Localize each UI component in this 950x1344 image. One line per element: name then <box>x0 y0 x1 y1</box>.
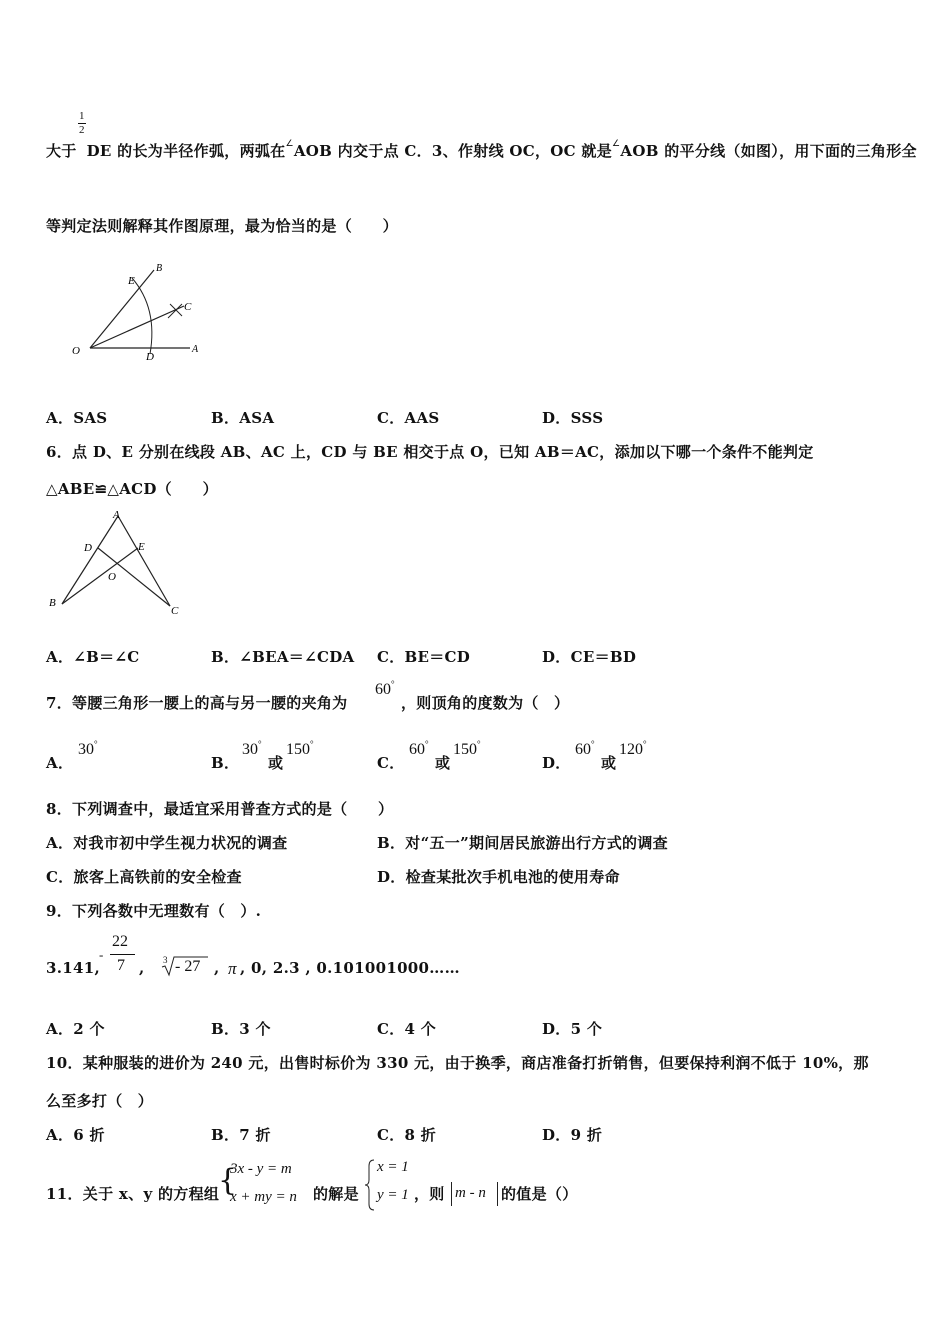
q7-option-a-deg: ° <box>94 739 98 749</box>
q7-option-b-number1: 30 <box>242 741 258 758</box>
q8-option-c: C．旅客上高铁前的安全检查 <box>46 868 242 886</box>
q11-system-brace: { <box>218 1163 238 1198</box>
fig1-label-a: A <box>192 344 199 355</box>
q7-option-b-or: 或 <box>268 754 284 772</box>
q7-option-d-deg2: ° <box>643 739 647 749</box>
prev-option-c: C．AAS <box>377 409 440 427</box>
fig2-label-d: D <box>84 542 92 554</box>
q7-option-d-or: 或 <box>601 754 617 772</box>
angle-symbol-1: ∠ <box>285 138 294 148</box>
prev-line2: 等判定法则解释其作图原理，最为恰当的是（ ） <box>46 217 398 235</box>
side-ab <box>62 516 118 604</box>
q7-angle-number: 60 <box>375 681 391 698</box>
prev-option-d: D．SSS <box>542 409 604 427</box>
segment-be <box>62 548 138 604</box>
q9-option-c: C．4 个 <box>377 1020 437 1038</box>
ray-oc <box>90 306 184 348</box>
prev-line1-a: 大于 <box>46 142 77 160</box>
fig2-label-c: C <box>171 605 179 617</box>
arc-de <box>132 278 152 354</box>
triangle-figure <box>46 508 186 620</box>
q7-option-b-deg2: ° <box>310 739 314 749</box>
q7-option-c-value2 <box>453 741 481 759</box>
q7-option-c-label: C． <box>377 754 405 772</box>
q7-option-d-deg1: ° <box>591 739 595 749</box>
angle-symbol-2: ∠ <box>612 138 621 148</box>
prev-option-a: A．SAS <box>46 409 108 427</box>
q7-option-b-number2: 150 <box>286 741 310 758</box>
q6-option-a: A．∠B＝∠C <box>46 648 140 666</box>
q10-option-b: B．7 折 <box>211 1126 271 1144</box>
half-numerator: 1 <box>79 110 85 122</box>
q9-rest: , 0, 2.3 , 0.101001000…… <box>240 959 460 977</box>
fig2-label-e: E <box>138 541 145 553</box>
prev-line1-b: DE 的长为半径作弧，两弧在 <box>86 142 286 160</box>
q11-equation-1: 3x - y = m <box>230 1161 292 1177</box>
q11-stem-a: 11．关于 x、y 的方程组 <box>46 1185 220 1203</box>
q8-stem: 8．下列调查中，最适宜采用普查方式的是（ ） <box>46 800 394 818</box>
q10-stem-line2: 么至多打（ ） <box>46 1092 154 1110</box>
q9-option-d: D．5 个 <box>542 1020 603 1038</box>
fig1-label-b: B <box>156 263 163 274</box>
q9-frac-denominator: 7 <box>117 957 125 974</box>
q7-option-c-value1 <box>409 741 429 759</box>
q9-minus: - <box>99 947 104 962</box>
q9-frac-bar <box>110 954 135 955</box>
q7-option-c-or: 或 <box>435 754 451 772</box>
q11-solution-2: y = 1 <box>377 1187 409 1203</box>
q9-root-index: 3 <box>163 955 168 965</box>
q10-option-a: A．6 折 <box>46 1126 105 1144</box>
q7-angle-value <box>375 681 395 699</box>
q9-number-1: 3.141, <box>46 959 100 977</box>
arc-mark-2 <box>168 304 182 318</box>
fig2-label-o: O <box>108 571 116 583</box>
fig2-label-a: A <box>113 509 120 521</box>
ray-ob <box>90 270 154 348</box>
q7-option-b-value1 <box>242 741 262 759</box>
prev-line1-d: AOB 的平分线（如图），用下面的三角形全 <box>620 142 917 160</box>
q6-stem-line1: 6．点 D、E 分别在线段 AB、AC 上，CD 与 BE 相交于点 O，已知 AB＝AC，添加以下哪一个条件不能判定 <box>46 443 814 461</box>
q11-solution-brace <box>364 1158 376 1212</box>
q7-option-c-number2: 150 <box>453 741 477 758</box>
q6-stem-line2: △ABE≌△ACD（ ） <box>46 480 218 498</box>
q10-option-d: D．9 折 <box>542 1126 603 1144</box>
q11-abs-right-bar <box>497 1182 498 1206</box>
q7-option-b-label: B． <box>211 754 240 772</box>
q6-option-c: C．BE＝CD <box>377 648 471 666</box>
q11-equation-2: x + my = n <box>230 1189 297 1205</box>
q6-option-d: D．CE＝BD <box>542 648 637 666</box>
prev-line1 <box>46 140 917 161</box>
q9-root-body: - 27 <box>175 958 201 975</box>
q7-stem-b: ，则顶角的度数为（ ） <box>401 694 570 712</box>
q9-option-b: B．3 个 <box>211 1020 271 1038</box>
fig2-label-b: B <box>49 597 56 609</box>
q7-option-a-label: A． <box>46 754 74 772</box>
q7-option-c-deg1: ° <box>425 739 429 749</box>
q7-option-d-value2 <box>619 741 647 759</box>
q7-option-d-number2: 120 <box>619 741 643 758</box>
q9-comma-2: , <box>214 959 220 977</box>
q9-option-a: A．2 个 <box>46 1020 105 1038</box>
q11-stem-b: 的解是 <box>313 1185 359 1203</box>
q8-option-d: D．检查某批次手机电池的使用寿命 <box>377 868 620 886</box>
q9-comma-1: , <box>139 959 145 977</box>
fig1-label-o: O <box>72 345 80 357</box>
q7-option-c-number1: 60 <box>409 741 425 758</box>
q8-option-b: B．对“五一”期间居民旅游出行方式的调查 <box>377 834 668 852</box>
q10-option-c: C．8 折 <box>377 1126 437 1144</box>
angle-bisector-figure <box>66 258 216 368</box>
q7-option-d-number1: 60 <box>575 741 591 758</box>
q11-abs-left-bar <box>451 1182 452 1206</box>
prev-option-b: B．ASA <box>211 409 275 427</box>
side-ac <box>118 516 170 606</box>
q7-option-a-number: 30 <box>78 741 94 758</box>
q7-stem-a: 7．等腰三角形一腰上的高与另一腰的夹角为 <box>46 694 348 712</box>
q8-option-a: A．对我市初中学生视力状况的调查 <box>46 834 288 852</box>
fig1-label-c: C <box>184 301 192 313</box>
q11-stem-d: 的值是（） <box>501 1185 578 1203</box>
q7-option-c-deg2: ° <box>477 739 481 749</box>
prev-line1-c: AOB 内交于点 C．3、作射线 OC，OC 就是 <box>293 142 613 160</box>
q11-stem-c: ，则 <box>414 1185 445 1203</box>
q7-angle-deg: ° <box>391 679 395 689</box>
q6-option-b: B．∠BEA＝∠CDA <box>211 648 355 666</box>
half-denominator: 2 <box>79 124 85 136</box>
q9-frac-numerator: 22 <box>112 933 128 950</box>
fig1-label-d: D <box>146 351 154 363</box>
q11-solution-1: x = 1 <box>377 1159 409 1175</box>
q7-option-a-value <box>78 741 98 759</box>
q7-option-b-deg1: ° <box>258 739 262 749</box>
q10-stem-line1: 10．某种服装的进价为 240 元，出售时标价为 330 元，由于换季，商店准备打折销售，但要保持利润不低于 10%，那 <box>46 1054 869 1072</box>
q7-option-b-value2 <box>286 741 314 759</box>
q7-option-d-label: D． <box>542 754 571 772</box>
q9-pi: π <box>228 959 237 978</box>
q9-stem: 9．下列各数中无理数有（ ）. <box>46 902 262 920</box>
q11-abs-expression: m - n <box>455 1185 486 1201</box>
q7-option-d-value1 <box>575 741 595 759</box>
fig1-label-e: E <box>128 275 135 287</box>
